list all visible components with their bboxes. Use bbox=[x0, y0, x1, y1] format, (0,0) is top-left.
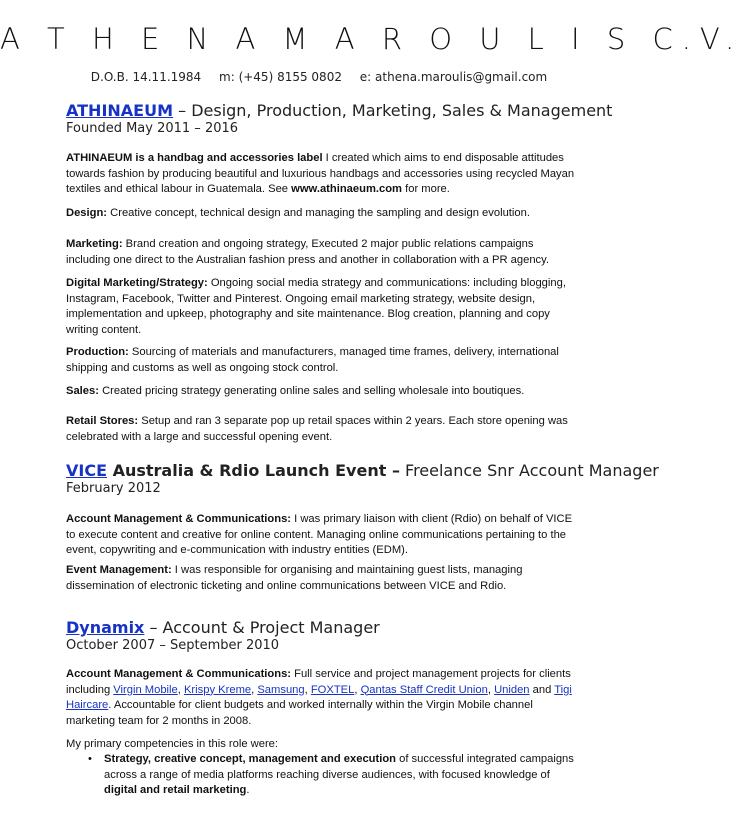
design-label: Design: bbox=[66, 207, 108, 219]
client-link[interactable]: Qantas Staff Credit Union bbox=[360, 683, 488, 696]
retail-label: Retail Stores: bbox=[66, 415, 139, 427]
role-title: Freelance Snr Account Manager bbox=[399, 461, 659, 480]
design-paragraph bbox=[66, 206, 576, 222]
account-text: I was primary liaison with client (Rdio) on behalf of VICE to execute content and creative for online content. Managing online communications pertaining to the event, copywriting and e-communication with industry entities (EDM). bbox=[66, 513, 573, 557]
athinaeum-intro bbox=[66, 151, 576, 198]
section-title bbox=[66, 461, 659, 480]
client-link[interactable]: Uniden bbox=[494, 683, 530, 696]
role-title: – Design, Production, Marketing, Sales & Management bbox=[173, 101, 613, 120]
bullet-icon: • bbox=[88, 753, 92, 765]
intro-end: for more. bbox=[402, 183, 450, 196]
sales-text: Created pricing strategy generating online sales and selling wholesale into boutiques. bbox=[98, 385, 525, 397]
competencies-intro: My primary competencies in this role were: bbox=[66, 738, 279, 750]
competencies-list bbox=[66, 752, 576, 799]
section-dates: October 2007 – September 2010 bbox=[66, 638, 280, 653]
client-link[interactable]: Krispy Kreme bbox=[183, 683, 252, 696]
design-text: Creative concept, technical design and managing the sampling and design evolution. bbox=[107, 207, 530, 219]
production-paragraph bbox=[66, 345, 576, 376]
bullet-bold: Strategy, creative concept, management and execution bbox=[104, 753, 397, 765]
org-link-vice[interactable]: VICE bbox=[66, 461, 108, 480]
website-link[interactable]: www.athinaeum.com bbox=[291, 183, 402, 196]
account-label: Account Management & Communications: bbox=[66, 668, 292, 680]
org-link-dynamix[interactable]: Dynamix bbox=[66, 618, 145, 637]
list-item bbox=[66, 752, 576, 799]
event-text: I was responsible for organising and maintaining guest lists, managing dissemination of electronic ticketing and online communications between VICE and Rdio. bbox=[66, 564, 523, 592]
event-label: Event Management: bbox=[66, 564, 172, 576]
org-link-athinaeum[interactable]: ATHINAEUM bbox=[66, 101, 174, 120]
client-link[interactable]: Tigi Haircare bbox=[66, 683, 572, 712]
email-address: e: athena.maroulis@gmail.com bbox=[359, 70, 548, 84]
cv-title: A T H E N A M A R O U L I S C.V. bbox=[0, 22, 743, 56]
section-dynamix bbox=[66, 618, 576, 653]
dynamix-account-paragraph: Account Management & Communications: Full service and project management projects for clients including Virgin Mobile, Krispy Kreme, Samsung, FOXTEL, Qantas Staff Credit Union, Uniden and Tigi Haircare. Accountable for client budgets and worked internally within the Virgin Mobile channel marketing team for 2 months in 2008. bbox=[66, 668, 572, 727]
account-text-end: . Accountable for client budgets and worked internally within the Virgin Mobile channel marketing team for 2 months in 2008. bbox=[66, 699, 533, 727]
account-text: Full service and project management projects for clients including bbox=[66, 668, 571, 696]
production-label: Production: bbox=[66, 346, 129, 358]
production-text: Sourcing of materials and manufacturers, managed time frames, delivery, international shipping and customs as well as ongoing stock control. bbox=[66, 346, 559, 374]
section-title bbox=[66, 618, 576, 637]
retail-text: Setup and ran 3 separate pop up retail spaces within 2 years. Each store opening was celebrated with a large and successful opening event. bbox=[66, 415, 568, 443]
client-link[interactable]: Samsung bbox=[257, 683, 305, 696]
section-athinaeum bbox=[66, 101, 613, 136]
event-title: Australia & Rdio Launch Event – bbox=[107, 461, 400, 480]
mobile-number: m: (+45) 8155 0802 bbox=[219, 70, 342, 84]
bullet-bold-2: digital and retail marketing bbox=[104, 784, 247, 797]
section-title bbox=[66, 101, 613, 120]
contact-line bbox=[0, 70, 638, 84]
bullet-end: . bbox=[246, 784, 250, 797]
vice-account-paragraph bbox=[66, 512, 576, 559]
vice-event-paragraph bbox=[66, 563, 576, 594]
sales-label: Sales: bbox=[66, 385, 99, 397]
digital-text: Ongoing social media strategy and communications: including blogging, Instagram, Facebook, Twitter and Pinterest. Ongoing email marketing strategy, website design, implementation and upkeep, photography and site maintenance. Blog creation, planning and copy writing content. bbox=[66, 277, 566, 336]
role-title: – Account & Project Manager bbox=[144, 618, 380, 637]
client-link[interactable]: Virgin Mobile bbox=[113, 683, 178, 696]
intro-bold: ATHINAEUM is a handbag and accessories label bbox=[66, 152, 323, 164]
digital-paragraph bbox=[66, 276, 576, 338]
section-dates: February 2012 bbox=[66, 481, 161, 496]
account-label: Account Management & Communications: bbox=[66, 513, 292, 525]
date-of-birth: D.O.B. 14.11.1984 bbox=[90, 70, 202, 84]
marketing-paragraph bbox=[66, 237, 576, 268]
intro-text: I created which aims to end disposable attitudes towards fashion by producing beautiful and luxurious handbags and accessories using recycled Mayan textiles and ethical labour in Guatemala. See bbox=[66, 152, 575, 196]
bullet-text: of successful integrated campaigns across a range of media platforms reaching diverse audiences, with focused knowledge of bbox=[104, 753, 574, 781]
retail-paragraph bbox=[66, 414, 576, 445]
section-dates: Founded May 2011 – 2016 bbox=[66, 121, 239, 136]
marketing-text: Brand creation and ongoing strategy, Executed 2 major public relations campaigns including one direct to the Australian fashion press and another in collaboration with a PR agency. bbox=[66, 238, 550, 266]
section-vice bbox=[66, 461, 659, 496]
marketing-label: Marketing: bbox=[66, 238, 123, 250]
digital-label: Digital Marketing/Strategy: bbox=[66, 277, 208, 289]
client-link[interactable]: FOXTEL bbox=[310, 683, 355, 696]
sales-paragraph bbox=[66, 384, 576, 400]
